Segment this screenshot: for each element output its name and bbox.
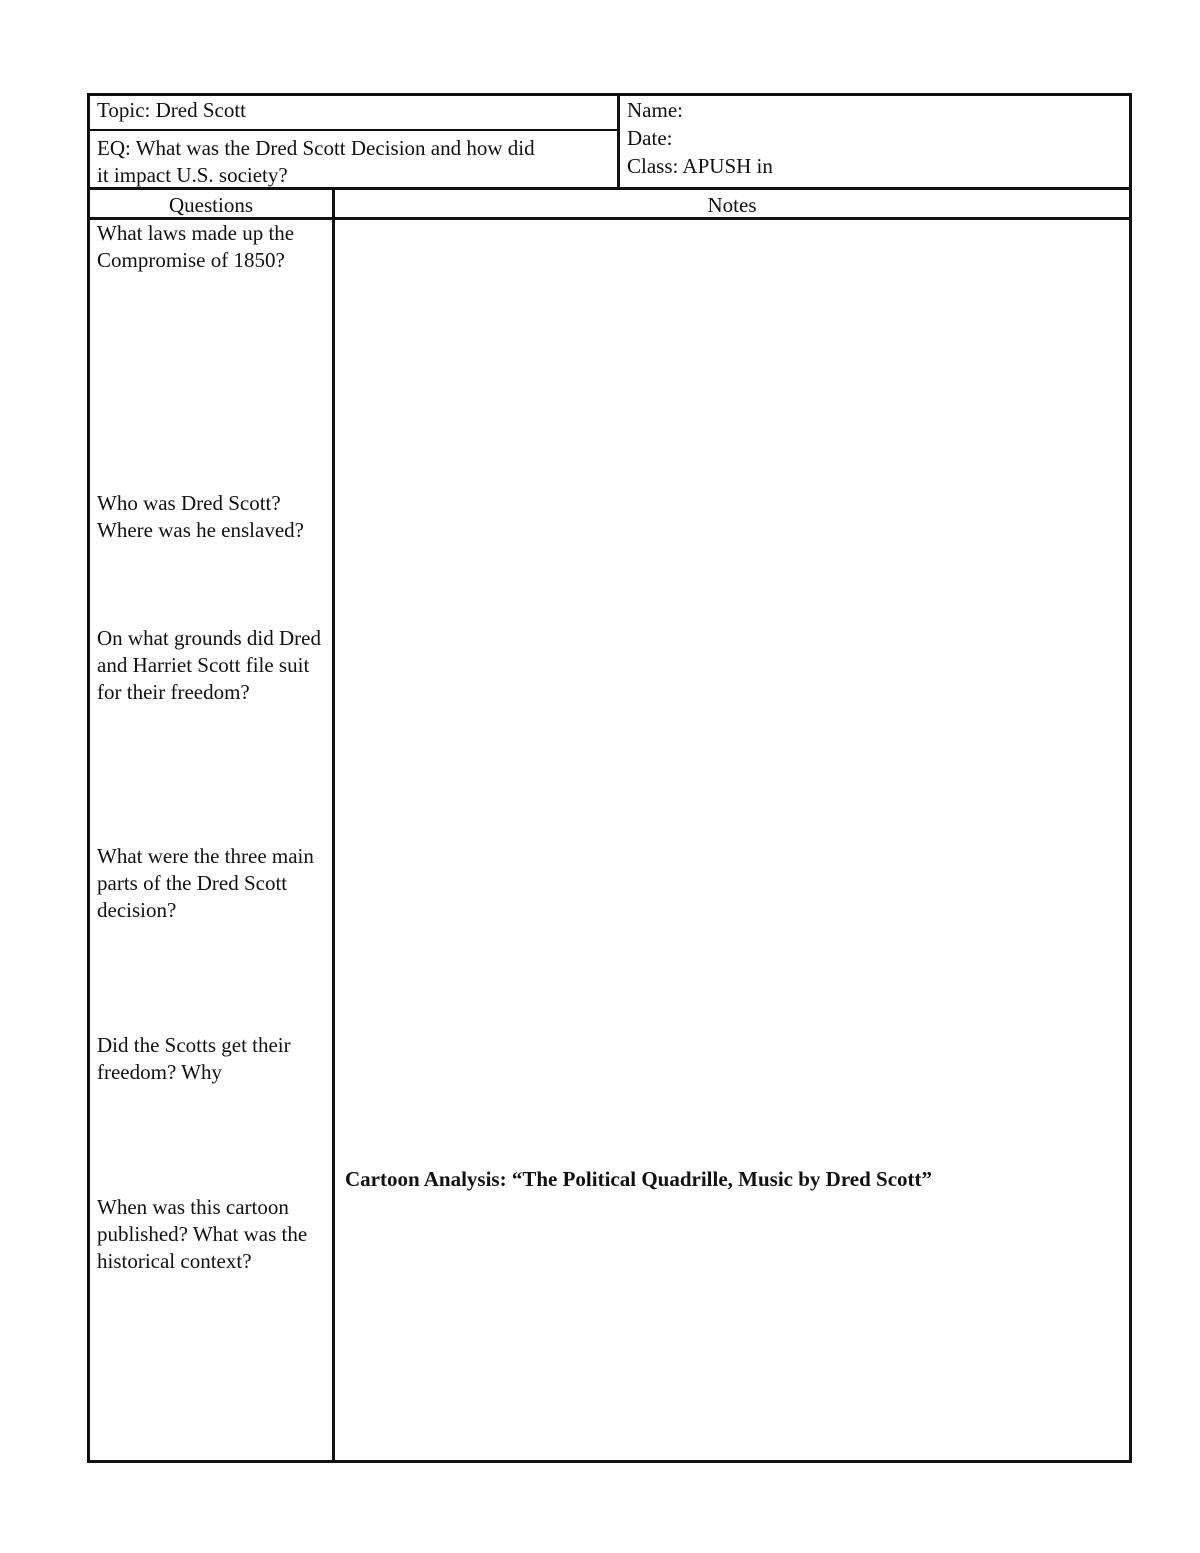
essential-question-line-1: EQ: What was the Dred Scott Decision and how did	[97, 136, 535, 160]
cartoon-analysis-heading: Cartoon Analysis: “The Political Quadrille, Music by Dred Scott”	[345, 1167, 933, 1191]
topic-label: Topic: Dred Scott	[97, 98, 246, 122]
essential-question-line-2: it impact U.S. society?	[97, 163, 288, 187]
topic-divider	[87, 129, 620, 131]
questions-notes-divider	[332, 187, 335, 1463]
table-left-border	[87, 93, 90, 1463]
question-compromise-1850: What laws made up the Compromise of 1850?	[97, 221, 295, 272]
question-cartoon-context: When was this cartoon published? What was the historical context?	[97, 1195, 308, 1273]
notes-column-heading: Notes	[707, 193, 757, 217]
question-scotts-freedom: Did the Scotts get their freedom? Why	[97, 1033, 291, 1084]
class-label: Class: APUSH in	[627, 154, 773, 178]
header-column-divider	[617, 93, 620, 189]
table-right-border	[1129, 93, 1132, 1463]
date-label: Date:	[627, 126, 673, 150]
questions-column-heading: Questions	[169, 193, 253, 217]
name-label: Name:	[627, 98, 683, 122]
question-who-was-dred-scott: Who was Dred Scott? Where was he enslaved?	[97, 491, 304, 542]
question-grounds-for-suit: On what grounds did Dred and Harriet Scott file suit for their freedom?	[97, 626, 321, 704]
table-top-border	[87, 93, 1132, 96]
question-decision-parts: What were the three main parts of the Dred Scott decision?	[97, 844, 314, 922]
table-bottom-border	[87, 1460, 1132, 1463]
